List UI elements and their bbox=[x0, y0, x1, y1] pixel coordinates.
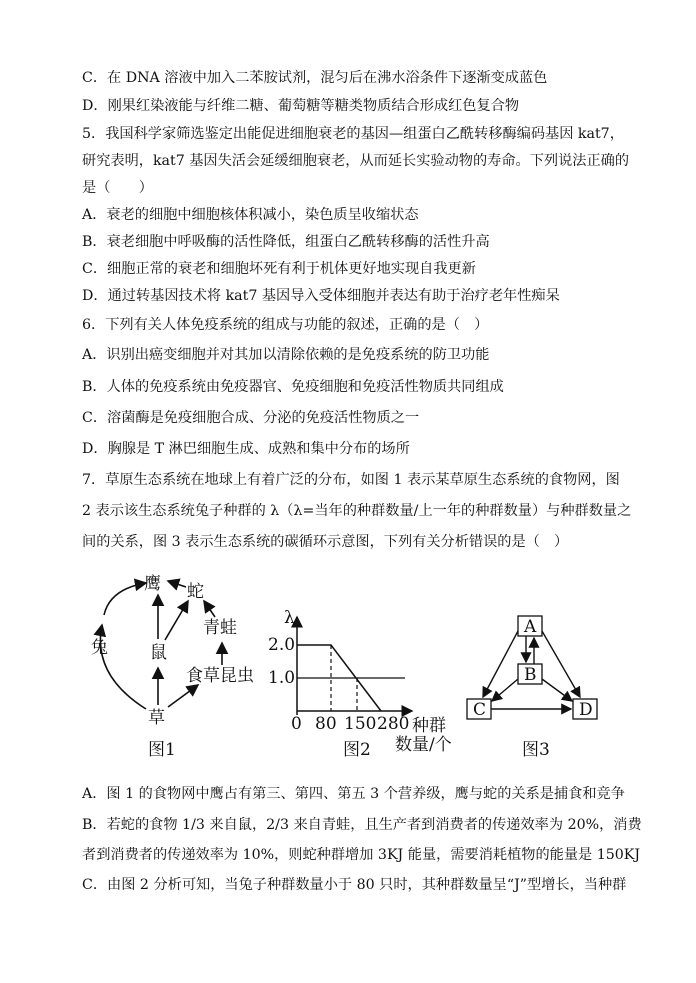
arrow-mouse-snake bbox=[165, 601, 188, 640]
text-line: B．若蛇的食物 1/3 来自鼠，2/3 来自青蛙，且生产者到消费者的传递效率为 20%，消费 bbox=[82, 817, 642, 833]
x-axis-label-2: 数量/个 bbox=[395, 735, 452, 755]
node-frog: 青蛙 bbox=[203, 618, 237, 638]
x-tick-280: 280 bbox=[377, 714, 410, 734]
arrow-snake-eagle bbox=[168, 581, 186, 587]
text-line: C．溶菌酶是免疫细胞合成、分泌的免疫活性物质之一 bbox=[82, 410, 420, 426]
label-c: C bbox=[473, 700, 487, 720]
text-line: A．识别出癌变细胞并对其加以清除依赖的是免疫系统的防卫功能 bbox=[82, 347, 490, 363]
text-line: B．人体的免疫系统由免疫器官、免疫细胞和免疫活性物质共同组成 bbox=[82, 379, 504, 395]
figure3-carbon-cycle bbox=[467, 616, 597, 760]
arrow-a-c bbox=[483, 631, 518, 697]
label-d: D bbox=[579, 700, 593, 720]
figure-area bbox=[0, 565, 696, 765]
text-line: 6．下列有关人体免疫系统的组成与功能的叙述，正确的是（ ） bbox=[82, 317, 489, 333]
node-eagle: 鹰 bbox=[144, 574, 161, 594]
text-line: A．衰老的细胞中细胞核体积减小，染色质呈收缩状态 bbox=[82, 207, 419, 223]
text-line: A．图 1 的食物网中鹰占有第三、第四、第五 3 个营养级，鹰与蛇的关系是捕食和竞争 bbox=[82, 786, 625, 802]
text-line: C．由图 2 分析可知，当兔子种群数量小于 80 只时，其种群数量呈“J”型增长，当种群 bbox=[82, 877, 627, 893]
x-axis-label-1: 种群 bbox=[412, 716, 446, 736]
label-a: A bbox=[524, 617, 537, 637]
text-line: 者到消费者的传递效率为 10%，则蛇种群增加 3KJ 能量，需要消耗植物的能量是 150KJ bbox=[82, 847, 641, 863]
x-tick-80: 80 bbox=[315, 714, 337, 734]
x-tick-0: 0 bbox=[291, 714, 302, 734]
node-rabbit: 兔 bbox=[91, 638, 108, 658]
figure2-chart bbox=[268, 608, 452, 760]
node-grass: 草 bbox=[148, 708, 165, 728]
text-line: 2 表示该生态系统兔子种群的 λ（λ=当年的种群数量/上一年的种群数量）与种群数量之 bbox=[82, 503, 632, 519]
node-snake: 蛇 bbox=[187, 582, 204, 602]
arrow-rabbit-eagle bbox=[104, 583, 146, 615]
figure2-caption: 图2 bbox=[343, 740, 371, 760]
text-line: 研究表明，kat7 基因失活会延缓细胞衰老，从而延长实验动物的寿命。下列说法正确的 bbox=[82, 153, 630, 169]
text-line: B．衰老细胞中呼吸酶的活性降低，组蛋白乙酰转移酶的活性升高 bbox=[82, 234, 490, 250]
y-axis-label: λ bbox=[284, 608, 295, 628]
arrow-frog-snake bbox=[204, 601, 215, 617]
node-insect: 食草昆虫 bbox=[186, 666, 254, 686]
node-mouse: 鼠 bbox=[150, 643, 167, 663]
figure1-caption: 图1 bbox=[148, 740, 176, 760]
text-line: D．刚果红染液能与纤维二糖、葡萄糖等糖类物质结合形成红色复合物 bbox=[82, 98, 520, 114]
text-line: 间的关系，图 3 表示生态系统的碳循环示意图，下列有关分析错误的是（ ） bbox=[82, 534, 569, 550]
text-line: 7．草原生态系统在地球上有着广泛的分布，如图 1 表示某草原生态系统的食物网，图 bbox=[82, 472, 620, 488]
text-line: D．通过转基因技术将 kat7 基因导入受体细胞并表达有助于治疗老年性痴呆 bbox=[82, 288, 560, 304]
x-tick-150: 150 bbox=[344, 714, 377, 734]
text-line: 是（ ） bbox=[82, 180, 153, 196]
y-tick-2: 2.0 bbox=[268, 635, 296, 655]
label-b: B bbox=[524, 665, 537, 685]
text-line: 5．我国科学家筛选鉴定出能促进细胞衰老的基因—组蛋白乙酰转移酶编码基因 kat7， bbox=[82, 126, 624, 142]
arrow-b-c bbox=[492, 679, 518, 701]
arrow-grass-insect bbox=[168, 685, 198, 707]
arrow-a-d bbox=[542, 631, 580, 697]
text-line: C．在 DNA 溶液中加入二苯胺试剂，混匀后在沸水浴条件下逐渐变成蓝色 bbox=[82, 70, 548, 86]
figure1-food-web bbox=[91, 574, 254, 760]
arrow-b-d bbox=[542, 679, 572, 701]
y-tick-1: 1.0 bbox=[268, 668, 296, 688]
text-line: D．胸腺是 T 淋巴细胞生成、成熟和集中分布的场所 bbox=[82, 441, 410, 457]
figure3-caption: 图3 bbox=[522, 740, 550, 760]
text-line: C．细胞正常的衰老和细胞坏死有利于机体更好地实现自我更新 bbox=[82, 261, 476, 277]
